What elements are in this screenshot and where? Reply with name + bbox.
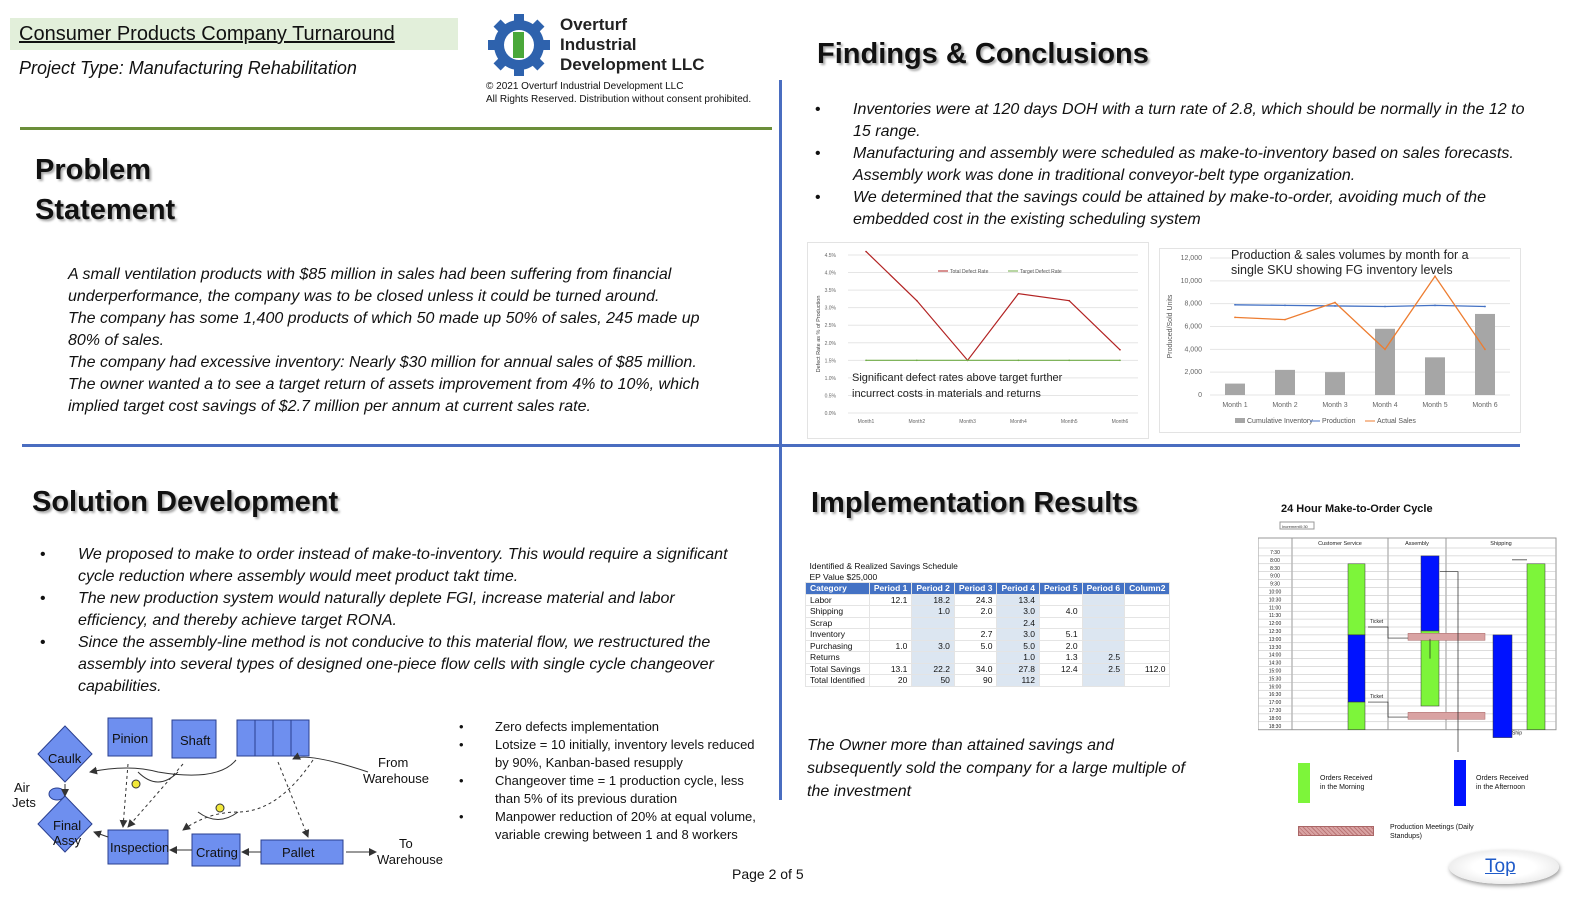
table-cell: Total Identified (806, 675, 870, 687)
copyright-notice: © 2021 Overturf Industrial Development LLC All Rights Reserved. Distribution without consent prohibited. (486, 81, 752, 105)
table-cell (1082, 617, 1125, 629)
legend-morning-label: Orders Received in the Morning (1320, 775, 1373, 791)
chart-annotation: incurrect costs in materials and returns (852, 388, 1041, 400)
time-label: 10:30 (1268, 597, 1282, 604)
inventory-bar (1475, 314, 1495, 395)
table-cell (1082, 594, 1125, 606)
table-cell (869, 606, 912, 618)
data-point (1434, 304, 1436, 306)
table-header-cell: Period 1 (869, 583, 912, 595)
meeting-bar (1408, 712, 1485, 719)
y-tick-label: 12,000 (1180, 255, 1202, 262)
y-tick-label: 4.0% (824, 270, 836, 277)
x-tick-label: Month 4 (1372, 402, 1398, 409)
table-cell: Shipping (806, 606, 870, 618)
table-cell (1125, 629, 1170, 641)
table-cell: 50 (912, 675, 955, 687)
problem-heading: Problem Statement (35, 154, 176, 226)
table-cell (869, 629, 912, 641)
results-bullets (495, 718, 765, 844)
series-line-2 (1235, 276, 1485, 349)
findings-heading: Findings & Conclusions (817, 38, 1149, 70)
time-label: 11:30 (1268, 613, 1282, 620)
table-cell (912, 629, 955, 641)
data-point (916, 360, 918, 362)
legend-afternoon-swatch (1454, 760, 1466, 806)
from-label: From (378, 755, 409, 770)
inventory-bar (1325, 372, 1345, 395)
table-cell (1082, 640, 1125, 652)
time-label: 16:00 (1268, 684, 1282, 691)
time-label: 10:00 (1268, 589, 1282, 596)
data-point (967, 360, 969, 362)
cycle-column-header: Shipping (1490, 541, 1512, 547)
logo-wordmark: Overturf Industrial Development LLC (560, 15, 705, 74)
assembly-afternoon-block (1421, 556, 1439, 631)
data-point (1068, 360, 1070, 362)
x-tick-label: Month6 (1111, 419, 1129, 425)
table-header-cell: Period 6 (1082, 583, 1125, 595)
legend-label: Actual Sales (1377, 418, 1416, 425)
table-cell: 34.0 (954, 663, 997, 675)
table-row (806, 594, 1170, 606)
table-cell: 3.0 (997, 606, 1040, 618)
y-tick-label: 3.5% (824, 288, 836, 295)
table-cell: 20 (869, 675, 912, 687)
gear-logo-icon (486, 12, 552, 78)
table-cell: 112.0 (1125, 663, 1170, 675)
results-note: The Owner more than attained savings and subsequently sold the company for a large multiple of the investment (807, 737, 1185, 800)
solution-bullet: • Since the assembly-line method is not conducive to this material flow, we restructured the assembly into several types of designed one-piece flow cells with single cycle changeover capabilities. (78, 632, 748, 698)
crating-label: Crating (196, 845, 238, 860)
time-label: 14:00 (1268, 652, 1282, 659)
y-tick-label: 10,000 (1180, 277, 1202, 285)
table-cell (912, 617, 955, 629)
top-link[interactable]: Top (1485, 856, 1516, 877)
cycle-column-header: Assembly (1405, 541, 1429, 547)
table-cell (869, 652, 912, 664)
table-cell: 24.3 (954, 594, 997, 606)
y-tick-label: 1.0% (824, 375, 836, 382)
chart-title: Production & sales volumes by month for a (1231, 249, 1469, 262)
ship-morning-block (1527, 564, 1545, 730)
table-cell: 90 (954, 675, 997, 687)
table-cell: 13.4 (997, 594, 1040, 606)
legend-meetings-swatch (1298, 826, 1374, 836)
y-tick-label: 4,000 (1184, 346, 1202, 354)
table-header-cell: Period 5 (1040, 583, 1083, 595)
inventory-bar (1275, 370, 1295, 395)
assy-label: Assy (53, 833, 82, 848)
table-cell: 22.2 (912, 663, 955, 675)
time-label: 12:00 (1268, 621, 1282, 628)
table-row (806, 663, 1170, 675)
table-cell: 2.5 (1082, 663, 1125, 675)
data-point (1119, 349, 1121, 351)
cycle-schedule-chart (1258, 520, 1558, 752)
air-label: Air (14, 780, 30, 795)
y-tick-label: 2.5% (824, 323, 836, 330)
table-cell (1082, 675, 1125, 687)
solution-bullet: • We proposed to make to order instead of make-to-inventory. This would require a significant cycle reduction where assembly would meet product takt time. (78, 544, 748, 588)
y-axis-label: Produced/Sold Units (1167, 294, 1174, 359)
legend-swatch (1235, 418, 1245, 423)
solution-bullet: • The new production system would naturally deplete FGI, increase material and labor efficiency, and thereby achieve target RONA. (78, 588, 748, 632)
savings-table (805, 561, 1170, 687)
table-cell: 18.2 (912, 594, 955, 606)
table-cell (869, 617, 912, 629)
x-tick-label: Month 1 (1222, 402, 1248, 409)
cycle-column-header: Customer Service (1318, 541, 1362, 547)
small-bullet: • Lotsize = 10 initially, inventory levels reduced by 90%, Kanban-based resupply (495, 736, 765, 772)
time-label: 11:00 (1268, 605, 1282, 612)
table-cell: Total Savings (806, 663, 870, 675)
x-tick-label: Month3 (959, 419, 976, 425)
legend-label: Production (1322, 418, 1356, 425)
increment-label: Increment (1282, 524, 1300, 529)
defect-rate-chart (807, 242, 1149, 439)
data-point (1284, 319, 1286, 321)
problem-text: A small ventilation products with $85 million in sales had been suffering from financial underperformance, the company was to be closed unless it could be turned around. The company has some 1,400 products of which 50 made up 50% of sales, 245 made up 80% of sales. The company had excessive inventory: Nearly $30 million for annual sales of $85 million. The owner wanted a to see a target return of assets improvement from 4% to 10%, which implied target cost savings of $2.7 million per annum at current sales rate. (68, 266, 700, 415)
project-type: Project Type: Manufacturing Rehabilitation (19, 58, 357, 78)
y-tick-label: 4.5% (824, 253, 836, 259)
data-point (1384, 306, 1386, 308)
series-line-1 (1235, 305, 1485, 307)
table-cell (1040, 675, 1083, 687)
y-tick-label: 6,000 (1184, 323, 1202, 331)
to-warehouse-label: Warehouse (377, 852, 443, 867)
savings-table-subtitle: EP Value $25,000 (809, 571, 878, 582)
inspection-label: Inspection (110, 840, 170, 855)
legend-label: Cumulative Inventory (1247, 418, 1313, 425)
data-point (1484, 306, 1486, 308)
increment-value: 0:30 (1300, 524, 1308, 529)
table-cell: 1.3 (1040, 652, 1083, 664)
data-point (1484, 348, 1486, 350)
x-tick-label: Month 6 (1472, 402, 1498, 409)
table-cell (1125, 640, 1170, 652)
y-axis-label: Defect Rate as % of Production (816, 295, 822, 373)
y-tick-label: 3.0% (824, 305, 836, 312)
table-cell: 5.1 (1040, 629, 1083, 641)
table-cell: 13.1 (869, 663, 912, 675)
y-tick-label: 8,000 (1184, 300, 1202, 308)
table-cell: 2.0 (954, 606, 997, 618)
inventory-bar (1225, 384, 1245, 395)
table-cell: 5.0 (954, 640, 997, 652)
small-bullet: • Changeover time = 1 production cycle, less than 5% of its previous duration (495, 772, 765, 808)
table-row (806, 652, 1170, 664)
y-tick-label: 2,000 (1184, 369, 1202, 377)
data-point (1234, 316, 1236, 318)
cs-late-block (1348, 702, 1365, 730)
defect-rate-plot (808, 243, 1148, 438)
data-point (865, 251, 867, 253)
time-label: 12:30 (1268, 629, 1282, 635)
time-label: 13:00 (1268, 636, 1282, 643)
table-cell (954, 617, 997, 629)
table-cell: Scrap (806, 617, 870, 629)
small-bullet: • Manpower reduction of 20% at equal volume, variable crewing between 1 and 8 workers (495, 808, 765, 844)
top-button[interactable] (1449, 850, 1559, 884)
shaft-label: Shaft (180, 733, 211, 748)
table-header-cell: Category (806, 583, 870, 595)
table-cell (1040, 617, 1083, 629)
divider-horizontal (22, 444, 1520, 447)
solution-list (78, 544, 748, 698)
table-cell: 3.0 (912, 640, 955, 652)
time-label: 16:30 (1268, 692, 1282, 699)
cycle-title: 24 Hour Make-to-Order Cycle (1281, 503, 1433, 515)
time-label: 17:00 (1268, 700, 1282, 707)
time-label: 9:30 (1270, 581, 1280, 588)
table-cell: Inventory (806, 629, 870, 641)
ship-afternoon-block (1493, 635, 1512, 738)
findings-bullet: • Manufacturing and assembly were scheduled as make-to-inventory based on sales forecasts. Assembly work was done in traditional conveyor-belt type organization. (853, 143, 1543, 187)
table-cell: 5.0 (997, 640, 1040, 652)
legend-afternoon-label: Orders Received in the Afternoon (1476, 775, 1529, 791)
data-point (1384, 348, 1386, 350)
table-cell: 1.0 (997, 652, 1040, 664)
production-sales-chart (1159, 248, 1521, 433)
legend-label: Target Defect Rate (1020, 269, 1062, 275)
table-cell: Labor (806, 594, 870, 606)
table-cell: 12.4 (1040, 663, 1083, 675)
page-title: Consumer Products Company Turnaround (19, 23, 395, 45)
data-point (916, 300, 918, 302)
jets-label: Jets (12, 795, 36, 810)
x-tick-label: Month2 (908, 419, 926, 425)
y-tick-label: 1.5% (824, 358, 836, 365)
table-header-cell: Period 4 (997, 583, 1040, 595)
table-cell: Returns (806, 652, 870, 664)
legend-meetings-label: Production Meetings (Daily Standups) (1390, 824, 1474, 840)
table-cell (1082, 629, 1125, 641)
table-row (806, 606, 1170, 618)
pinion-label: Pinion (112, 731, 149, 746)
table-cell (1125, 652, 1170, 664)
savings-table-header (806, 583, 1170, 595)
legend-morning-swatch (1298, 763, 1310, 803)
caulk-label: Caulk (48, 751, 82, 766)
time-label: 9:00 (1270, 573, 1280, 580)
x-tick-label: Month1 (857, 419, 875, 425)
table-cell: 27.8 (997, 663, 1040, 675)
x-tick-label: Month5 (1060, 419, 1078, 425)
findings-bullet: • We determined that the savings could be attained by make-to-order, avoiding much of the embedded cost in the existing scheduling system (853, 187, 1543, 231)
table-cell: 4.0 (1040, 606, 1083, 618)
time-label: 14:30 (1268, 660, 1282, 667)
data-point (1334, 302, 1336, 304)
ship-label: Ship (1512, 730, 1523, 737)
ticket-label: Ticket (1370, 619, 1384, 626)
data-point (865, 360, 867, 362)
table-cell (1125, 675, 1170, 687)
series-line-0 (866, 251, 1120, 360)
data-point (1234, 304, 1236, 306)
table-cell: 112 (997, 675, 1040, 687)
y-tick-label: 2.0% (824, 340, 836, 347)
findings-bullet: • Inventories were at 120 days DOH with a turn rate of 2.8, which should be normally in the 12 to 15 range. (853, 99, 1543, 143)
table-cell: 2.4 (997, 617, 1040, 629)
divider-green (20, 127, 772, 130)
production-sales-plot (1160, 249, 1520, 432)
from-warehouse-label: Warehouse (363, 771, 429, 786)
time-label: 8:00 (1270, 557, 1280, 564)
page-number: Page 2 of 5 (732, 866, 804, 882)
time-label: 8:30 (1270, 565, 1280, 572)
y-tick-label: 0.0% (824, 411, 836, 417)
table-cell: 1.0 (912, 606, 955, 618)
table-row (806, 640, 1170, 652)
table-cell: 2.5 (1082, 652, 1125, 664)
savings-table-title: Identified & Realized Savings Schedule (809, 561, 958, 572)
cs-afternoon-block (1348, 635, 1365, 702)
table-header-cell: Period 2 (912, 583, 955, 595)
x-tick-label: Month4 (1010, 419, 1027, 425)
inventory-bar (1425, 357, 1445, 395)
table-cell (1125, 594, 1170, 606)
table-cell: 1.0 (869, 640, 912, 652)
results-heading: Implementation Results (811, 487, 1139, 519)
x-tick-label: Month 2 (1272, 402, 1298, 409)
legend-label: Total Defect Rate (950, 269, 989, 275)
table-cell (1082, 606, 1125, 618)
meeting-bar (1408, 633, 1485, 640)
time-label: 7:30 (1270, 550, 1280, 556)
table-header-cell: Period 3 (954, 583, 997, 595)
x-tick-label: Month 5 (1422, 402, 1448, 409)
table-row (806, 617, 1170, 629)
data-point (1018, 293, 1020, 295)
data-point (1334, 305, 1336, 307)
x-tick-label: Month 3 (1322, 402, 1348, 409)
flow-cell-diagram (8, 712, 448, 872)
table-cell (1125, 617, 1170, 629)
time-label: 18:30 (1268, 723, 1282, 730)
solution-heading: Solution Development (32, 486, 339, 518)
table-cell: Purchasing (806, 640, 870, 652)
to-label: To (399, 836, 413, 851)
table-cell: 3.0 (997, 629, 1040, 641)
chart-annotation: Significant defect rates above target further (852, 372, 1063, 384)
table-cell: 2.0 (1040, 640, 1083, 652)
table-row (806, 629, 1170, 641)
data-point (1119, 360, 1121, 362)
table-header-cell: Column2 (1125, 583, 1170, 595)
small-bullet: • Zero defects implementation (495, 718, 765, 736)
time-label: 15:30 (1268, 676, 1282, 683)
table-cell (912, 652, 955, 664)
y-tick-label: 0.5% (824, 393, 836, 400)
table-cell: 12.1 (869, 594, 912, 606)
savings-table-wrap (805, 561, 1170, 687)
table-row (806, 675, 1170, 687)
time-label: 13:30 (1268, 644, 1282, 651)
table-cell (954, 652, 997, 664)
air-jets-node (49, 788, 65, 800)
table-cell (1125, 606, 1170, 618)
time-label: 18:00 (1268, 715, 1282, 722)
table-cell (1040, 594, 1083, 606)
divider-vertical (779, 80, 782, 800)
table-cell: 2.7 (954, 629, 997, 641)
time-label: 15:00 (1268, 668, 1282, 675)
data-point (1018, 360, 1020, 362)
time-label: 17:30 (1268, 708, 1282, 714)
data-point (1284, 304, 1286, 306)
chart-title: single SKU showing FG inventory levels (1231, 262, 1453, 277)
final-label: Final (53, 818, 82, 833)
ticket-label: Ticket (1370, 694, 1384, 701)
cs-morning-block (1348, 564, 1365, 635)
findings-list (853, 99, 1543, 231)
pallet-label: Pallet (282, 845, 315, 860)
data-point (1068, 300, 1070, 302)
title-banner (10, 18, 458, 50)
y-tick-label: 0 (1198, 392, 1202, 399)
